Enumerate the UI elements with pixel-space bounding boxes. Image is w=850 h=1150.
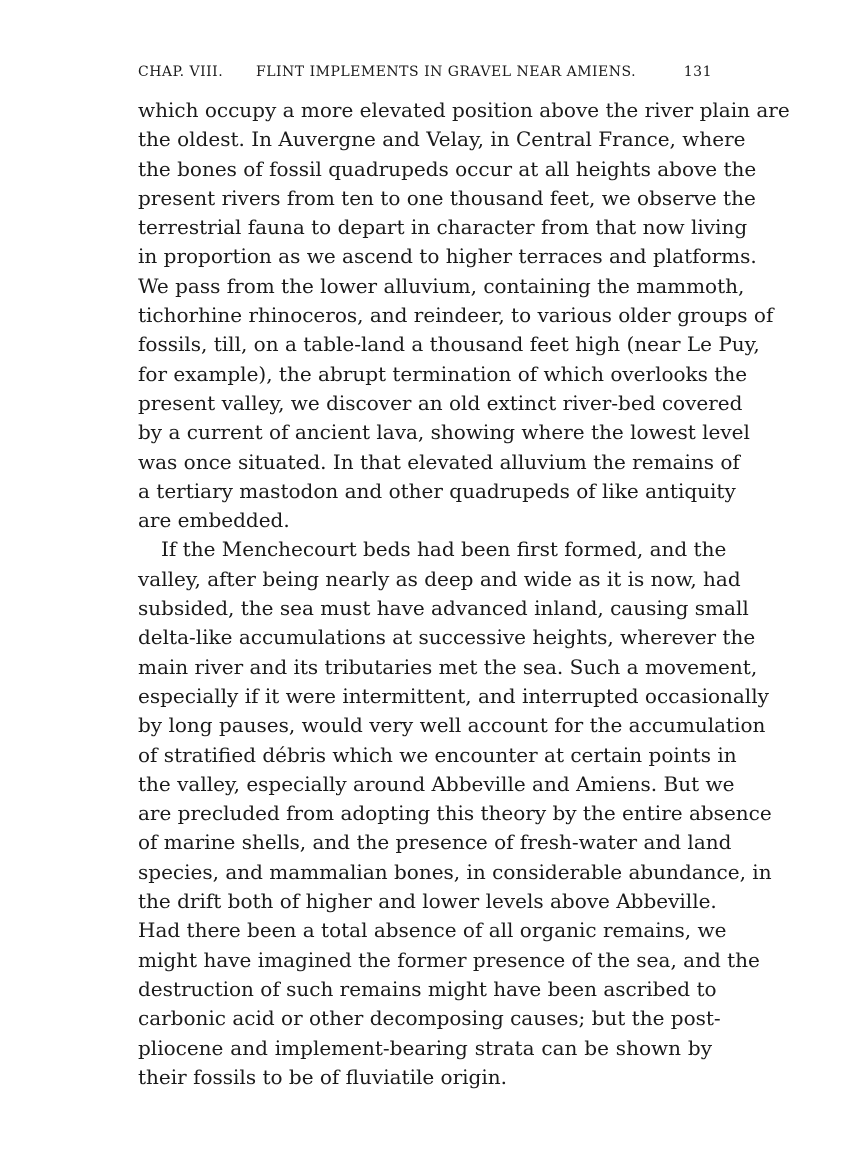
text-line: of stratified débris which we encounter at certain points in [138,742,737,767]
text-line: fossils, till, on a table-land a thousand feet high (near Le Puy, [138,332,760,357]
text-line: delta-like accumulations at successive heights, wherever the [138,625,756,650]
text-line: tichorhine rhinoceros, and reindeer, to various older groups of [138,303,774,328]
running-title: FLINT IMPLEMENTS IN GRAVEL NEAR AMIENS. [256,64,637,80]
text-line: the valley, especially around Abbeville and Amiens. But we [138,771,735,796]
chapter-label: CHAP. VIII. [138,64,224,80]
text-line: for example), the abrupt termination of which overlooks the [138,361,748,386]
text-line: in proportion as we ascend to higher terraces and platforms. [138,244,757,269]
text-line: We pass from the lower alluvium, containing the mammoth, [138,273,745,298]
text-line: are precluded from adopting this theory by the entire absence [138,801,772,826]
text-line: a tertiary mastodon and other quadrupeds of like antiquity [138,478,736,503]
text-line: valley, after being nearly as deep and wide as it is now, had [138,566,741,591]
text-line: of marine shells, and the presence of fresh-water and land [138,830,732,855]
text-line: was once situated. In that elevated alluvium the remains of [138,449,740,474]
text-line: destruction of such remains might have been ascribed to [138,976,717,1001]
text-line: pliocene and implement-bearing strata can be shown by [138,1035,712,1060]
text-line: the oldest. In Auvergne and Velay, in Central France, where [138,127,746,152]
page-number: 131 [683,64,712,80]
text-line: terrestrial fauna to depart in character from that now living [138,215,748,240]
text-line: species, and mammalian bones, in considerable abundance, in [138,859,772,884]
text-line: If the Menchecourt beds had been first formed, and the [161,537,727,562]
text-line: subsided, the sea must have advanced inland, causing small [138,596,749,621]
text-line: carbonic acid or other decomposing causes; but the post- [138,1006,721,1031]
text-line: which occupy a more elevated position above the river plain are [138,98,790,122]
body-text [138,96,790,1092]
text-line: are embedded. [138,508,290,533]
text-line: the drift both of higher and lower levels above Abbeville. [138,889,717,914]
text-line: main river and its tributaries met the sea. Such a movement, [138,654,758,679]
text-line: especially if it were intermittent, and interrupted occasionally [138,683,769,708]
text-line: by long pauses, would very well account for the accumulation [138,713,766,738]
text-line: their fossils to be of fluviatile origin. [138,1064,507,1089]
running-header [138,60,712,84]
text-line: Had there been a total absence of all organic remains, we [138,918,727,943]
text-line: present valley, we discover an old extinct river-bed covered [138,390,743,415]
text-line: by a current of ancient lava, showing where the lowest level [138,420,750,445]
text-line: the bones of fossil quadrupeds occur at all heights above the [138,156,757,181]
text-line: might have imagined the former presence of the sea, and the [138,947,760,972]
text-line: present rivers from ten to one thousand feet, we observe the [138,185,756,210]
